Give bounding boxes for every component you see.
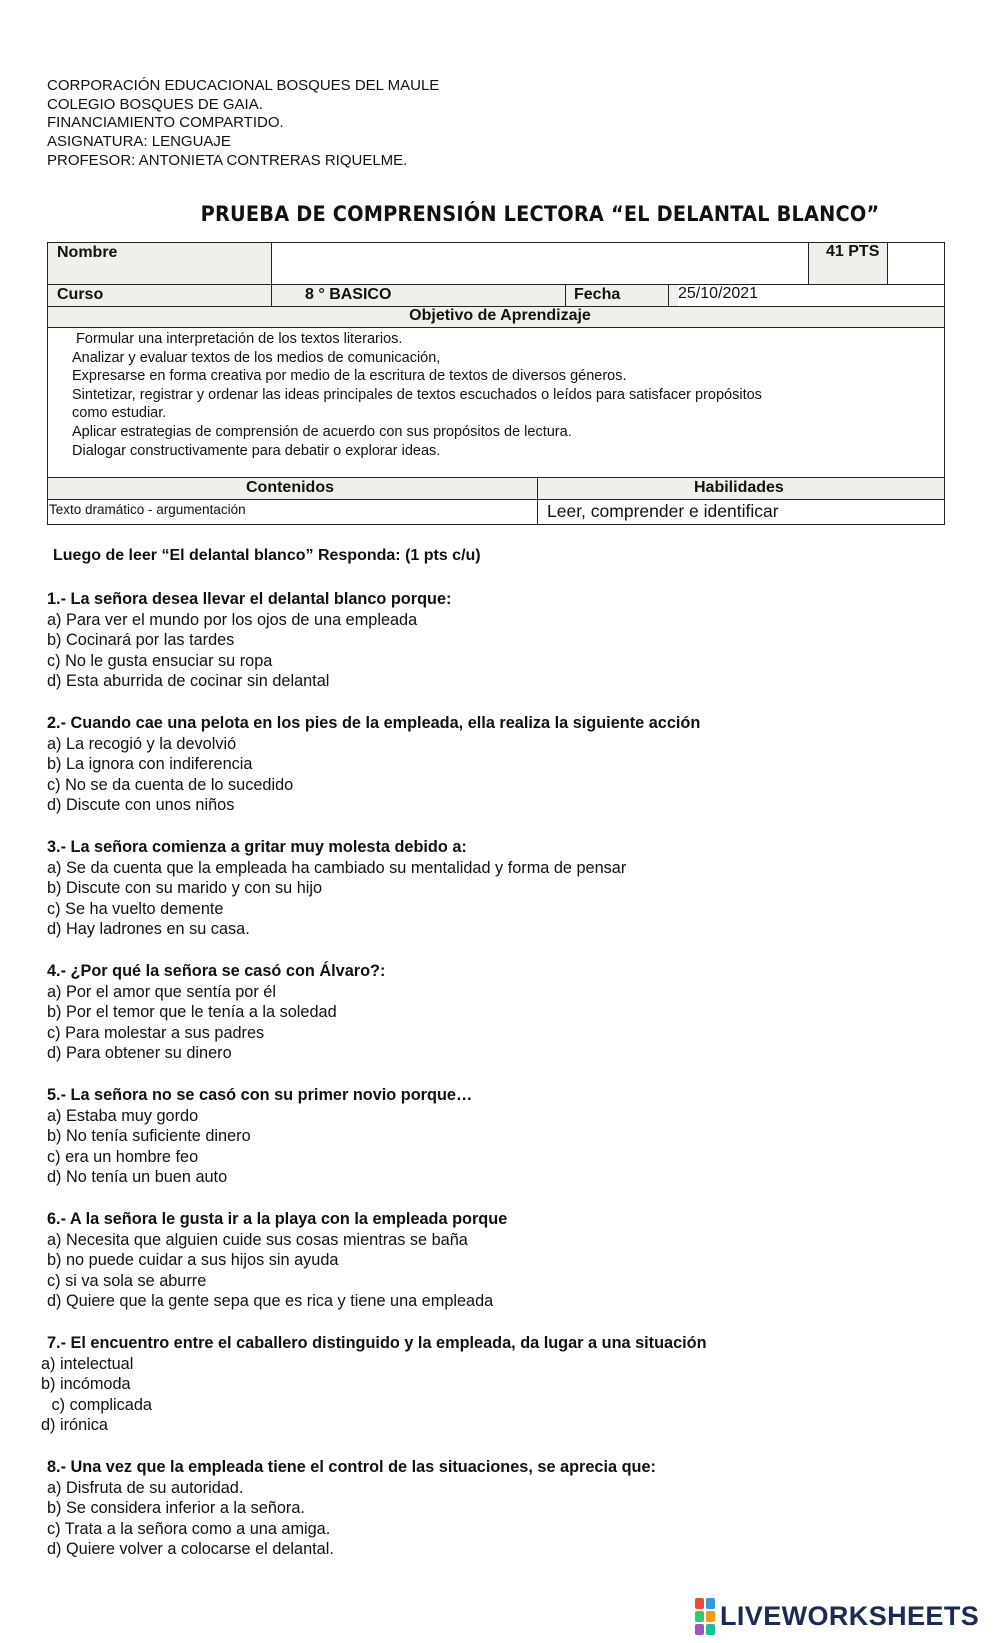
answer-option[interactable]: c) Trata a la señora como a una amiga.: [47, 1519, 331, 1538]
objective-item: Dialogar constructivamente para debatir o explorar ideas.: [72, 442, 441, 459]
answer-option[interactable]: d) Discute con unos niños: [47, 796, 235, 815]
objective-item: Formular una interpretación de los textos literarios.: [72, 331, 403, 347]
answer-option[interactable]: c) era un hombre feo: [47, 1147, 199, 1166]
answer-option[interactable]: d) Hay ladrones en su casa.: [47, 920, 250, 939]
objective-item: como estudiar.: [72, 405, 167, 422]
header-line: CORPORACIÓN EDUCACIONAL BOSQUES DEL MAULE: [47, 77, 440, 94]
answer-option[interactable]: c) complicada: [47, 1395, 152, 1414]
fecha-value: 25/10/2021: [678, 285, 944, 306]
divider: [271, 284, 272, 306]
answer-option[interactable]: b) No tenía suficiente dinero: [47, 1127, 251, 1146]
question-4: [47, 961, 385, 1064]
answer-option[interactable]: a) Se da cuenta que la empleada ha cambiado su mentalidad y forma de pensar: [47, 858, 627, 877]
answer-option[interactable]: d) irónica: [41, 1416, 108, 1435]
divider: [271, 242, 272, 284]
answer-option[interactable]: b) La ignora con indiferencia: [47, 755, 253, 774]
answer-option[interactable]: a) Estaba muy gordo: [47, 1106, 199, 1125]
divider: [47, 327, 945, 328]
answer-option[interactable]: b) Se considera inferior a la señora.: [47, 1499, 305, 1518]
nombre-input[interactable]: [273, 244, 807, 282]
answer-option[interactable]: b) incómoda: [41, 1375, 131, 1394]
contenidos-label: Contenidos: [246, 479, 334, 496]
objetivo-label: Objetivo de Aprendizaje: [409, 307, 591, 324]
question-text: 3.- La señora comienza a gritar muy molesta debido a:: [47, 838, 467, 856]
page-title-text: PRUEBA DE COMPRENSIÓN LECTORA “EL DELANTAL BLANCO”: [200, 202, 880, 226]
question-8: [47, 1457, 656, 1560]
logo-block: [706, 1624, 715, 1635]
question-text: 7.- El encuentro entre el caballero distinguido y la empleada, da lugar a una situación: [47, 1334, 707, 1352]
answer-option[interactable]: c) No le gusta ensuciar su ropa: [47, 651, 273, 670]
logo-block: [695, 1598, 704, 1609]
answer-option[interactable]: c) si va sola se aburre: [47, 1271, 207, 1290]
logo-mark-icon: [695, 1598, 715, 1635]
answer-option[interactable]: a) Disfruta de su autoridad.: [47, 1478, 244, 1497]
question-text: 8.- Una vez que la empleada tiene el control de las situaciones, se aprecia que:: [47, 1458, 656, 1476]
header-line: ASIGNATURA: LENGUAJE: [47, 133, 231, 151]
divider: [47, 499, 945, 500]
logo-block: [695, 1611, 704, 1622]
answer-option[interactable]: a) La recogió y la devolvió: [47, 734, 237, 753]
contenidos-value: Texto dramático - argumentación: [49, 502, 246, 517]
answer-option[interactable]: b) no puede cuidar a sus hijos sin ayuda: [47, 1251, 339, 1270]
questions-intro: Luego de leer “El delantal blanco” Responda: (1 pts c/u): [53, 547, 481, 564]
objectives-list: [72, 330, 762, 460]
habilidades-value: Leer, comprender e identificar: [547, 501, 779, 521]
answer-option[interactable]: c) No se da cuenta de lo sucedido: [47, 775, 294, 794]
question-text: 6.- A la señora le gusta ir a la playa con la empleada porque: [47, 1210, 508, 1228]
page-title: [43, 202, 963, 226]
question-7: [41, 1333, 707, 1436]
answer-option[interactable]: a) Necesita que alguien cuide sus cosas mientras se baña: [47, 1230, 468, 1249]
answer-option[interactable]: a) Para ver el mundo por los ojos de una empleada: [47, 610, 418, 629]
header-line: PROFESOR: ANTONIETA CONTRERAS RIQUELME.: [47, 151, 408, 169]
answer-option[interactable]: b) Cocinará por las tardes: [47, 631, 235, 650]
divider: [668, 284, 669, 306]
question-text: 1.- La señora desea llevar el delantal blanco porque:: [47, 590, 452, 608]
divider: [565, 284, 566, 306]
question-3: [47, 837, 626, 940]
logo-block: [706, 1598, 715, 1609]
divider: [887, 242, 888, 284]
question-1: [47, 589, 451, 692]
curso-label: Curso: [57, 286, 104, 303]
answer-option[interactable]: d) Quiere que la gente sepa que es rica y tiene una empleada: [47, 1292, 494, 1311]
nombre-label: Nombre: [57, 244, 118, 261]
objective-item: Aplicar estrategias de comprensión de acuerdo con sus propósitos de lectura.: [72, 423, 572, 440]
habilidades-label: Habilidades: [694, 479, 784, 496]
answer-option[interactable]: c) Se ha vuelto demente: [47, 899, 224, 918]
header-line: COLEGIO BOSQUES DE GAIA.: [47, 95, 263, 113]
header-line: FINANCIAMIENTO COMPARTIDO.: [47, 114, 284, 132]
answer-option[interactable]: d) Para obtener su dinero: [47, 1044, 232, 1063]
school-header: [47, 77, 439, 171]
answer-option[interactable]: b) Discute con su marido y con su hijo: [47, 879, 323, 898]
curso-value: 8 ° BASICO: [305, 286, 392, 303]
question-text: 5.- La señora no se casó con su primer novio porque…: [47, 1086, 473, 1104]
question-6: [47, 1209, 507, 1312]
answer-option[interactable]: c) Para molestar a sus padres: [47, 1023, 265, 1042]
question-text: 4.- ¿Por qué la señora se casó con Álvaro?:: [47, 962, 386, 980]
question-2: [47, 713, 700, 816]
objective-item: Analizar y evaluar textos de los medios de comunicación,: [72, 349, 441, 366]
fecha-label: Fecha: [574, 286, 621, 303]
liveworksheets-logo[interactable]: [695, 1598, 979, 1635]
question-text: 2.- Cuando cae una pelota en los pies de la empleada, ella realiza la siguiente acción: [47, 714, 701, 732]
points-label: 41 PTS: [826, 243, 880, 260]
logo-text: LIVEWORKSHEETS: [720, 1601, 980, 1631]
objective-item: Sintetizar, registrar y ordenar las ideas principales de textos escuchados o leídos para satisfacer propósitos: [72, 386, 762, 403]
answer-option[interactable]: a) intelectual: [41, 1354, 134, 1373]
answer-option[interactable]: a) Por el amor que sentía por él: [47, 982, 276, 1001]
divider: [537, 477, 538, 525]
logo-block: [695, 1624, 704, 1635]
logo-block: [706, 1611, 715, 1622]
answer-option[interactable]: d) Quiere volver a colocarse el delantal.: [47, 1540, 334, 1559]
answer-option[interactable]: d) No tenía un buen auto: [47, 1168, 228, 1187]
question-5: [47, 1085, 472, 1188]
objective-item: Expresarse en forma creativa por medio de la escritura de textos de diversos géneros.: [72, 368, 627, 385]
contenidos-header-bg: [48, 478, 944, 499]
answer-option[interactable]: d) Esta aburrida de cocinar sin delantal: [47, 672, 330, 691]
answer-option[interactable]: b) Por el temor que le tenía a la soledad: [47, 1003, 337, 1022]
